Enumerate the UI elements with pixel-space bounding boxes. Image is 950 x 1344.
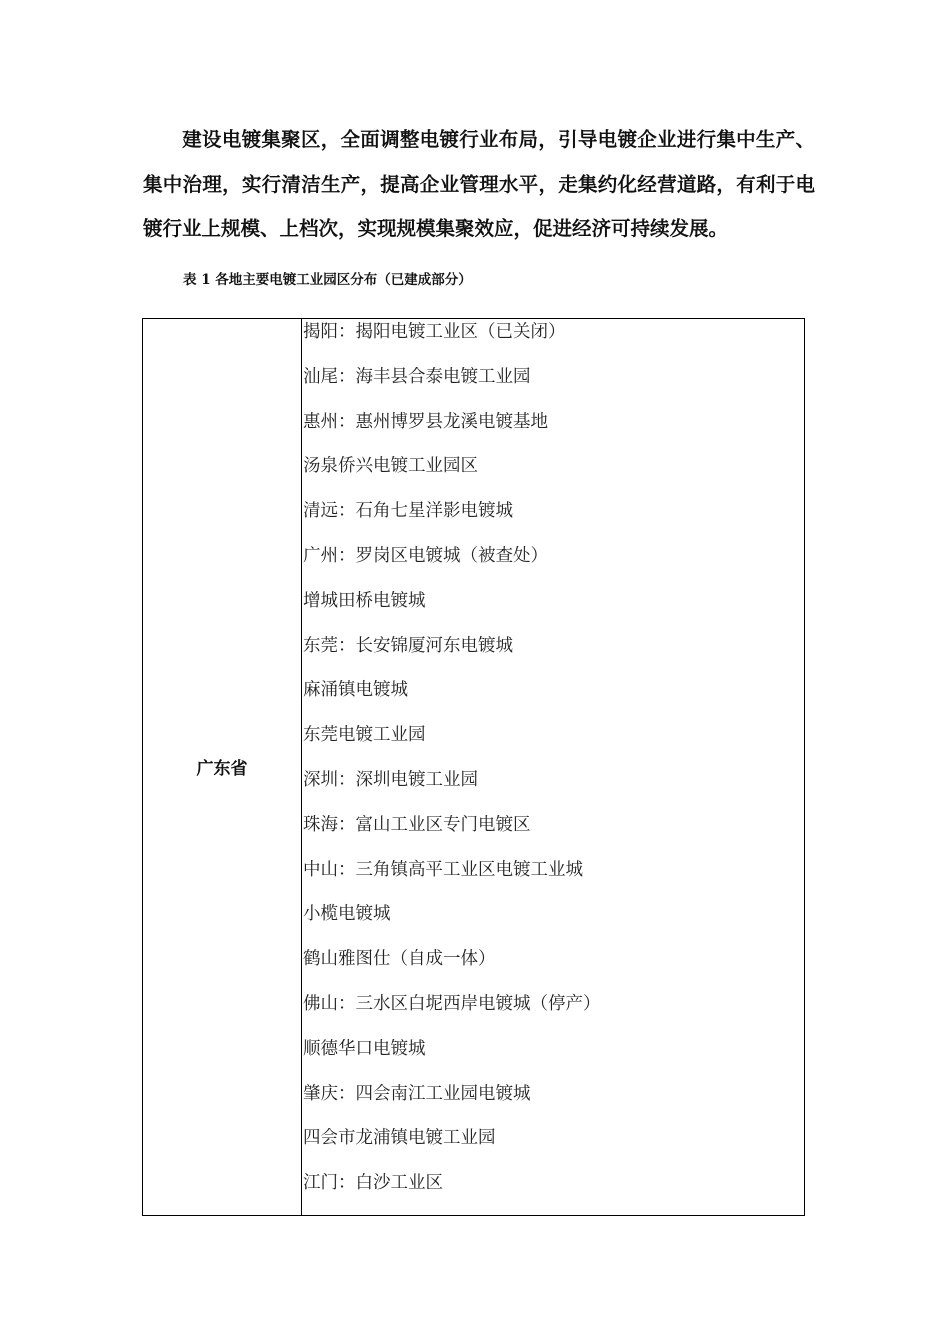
province-cell: 广东省 [143,319,302,1216]
industrial-park-table [142,318,805,1216]
list-item: 东莞：长安锦厦河东电镀城 [303,635,513,656]
list-item: 顺德华口电镀城 [303,1038,426,1059]
list-item: 鹤山雅图仕（自成一体） [303,949,496,970]
list-item: 广州：罗岗区电镀城（被查处） [303,545,548,566]
list-item: 汤泉侨兴电镀工业园区 [303,456,478,477]
list-item: 珠海：富山工业区专门电镀区 [303,814,531,835]
list-item: 佛山：三水区白坭西岸电镀城（停产） [303,993,601,1014]
body-paragraph [143,118,815,252]
list-item: 汕尾：海丰县合泰电镀工业园 [303,366,531,387]
list-item: 中山：三角镇高平工业区电镀工业城 [303,859,583,880]
table-row [143,319,805,1216]
list-item: 江门：白沙工业区 [303,1173,443,1194]
list-item: 小榄电镀城 [303,904,391,925]
table-caption: 表 1 各地主要电镀工业园区分布（已建成部分） [183,272,472,288]
park-list-cell [302,319,805,1216]
list-item: 惠州：惠州博罗县龙溪电镀基地 [303,411,548,432]
list-item: 清远：石角七星洋影电镀城 [303,501,513,522]
list-item: 肇庆：四会南江工业园电镀城 [303,1083,531,1104]
list-item: 深圳：深圳电镀工业园 [303,769,478,790]
list-item: 东莞电镀工业园 [303,725,426,746]
list-item: 揭阳：揭阳电镀工业区（已关闭） [303,322,566,342]
list-item: 四会市龙浦镇电镀工业园 [303,1128,496,1149]
list-item: 增城田桥电镀城 [303,590,426,611]
paragraph-text: 建设电镀集聚区，全面调整电镀行业布局，引导电镀企业进行集中生产、集中治理，实行清洁生产，提高企业管理水平，走集约化经营道路，有利于电镀行业上规模、上档次，实现规模集聚效应，促进经济可持续发展。 [143,128,815,240]
list-item: 麻涌镇电镀城 [303,680,408,701]
